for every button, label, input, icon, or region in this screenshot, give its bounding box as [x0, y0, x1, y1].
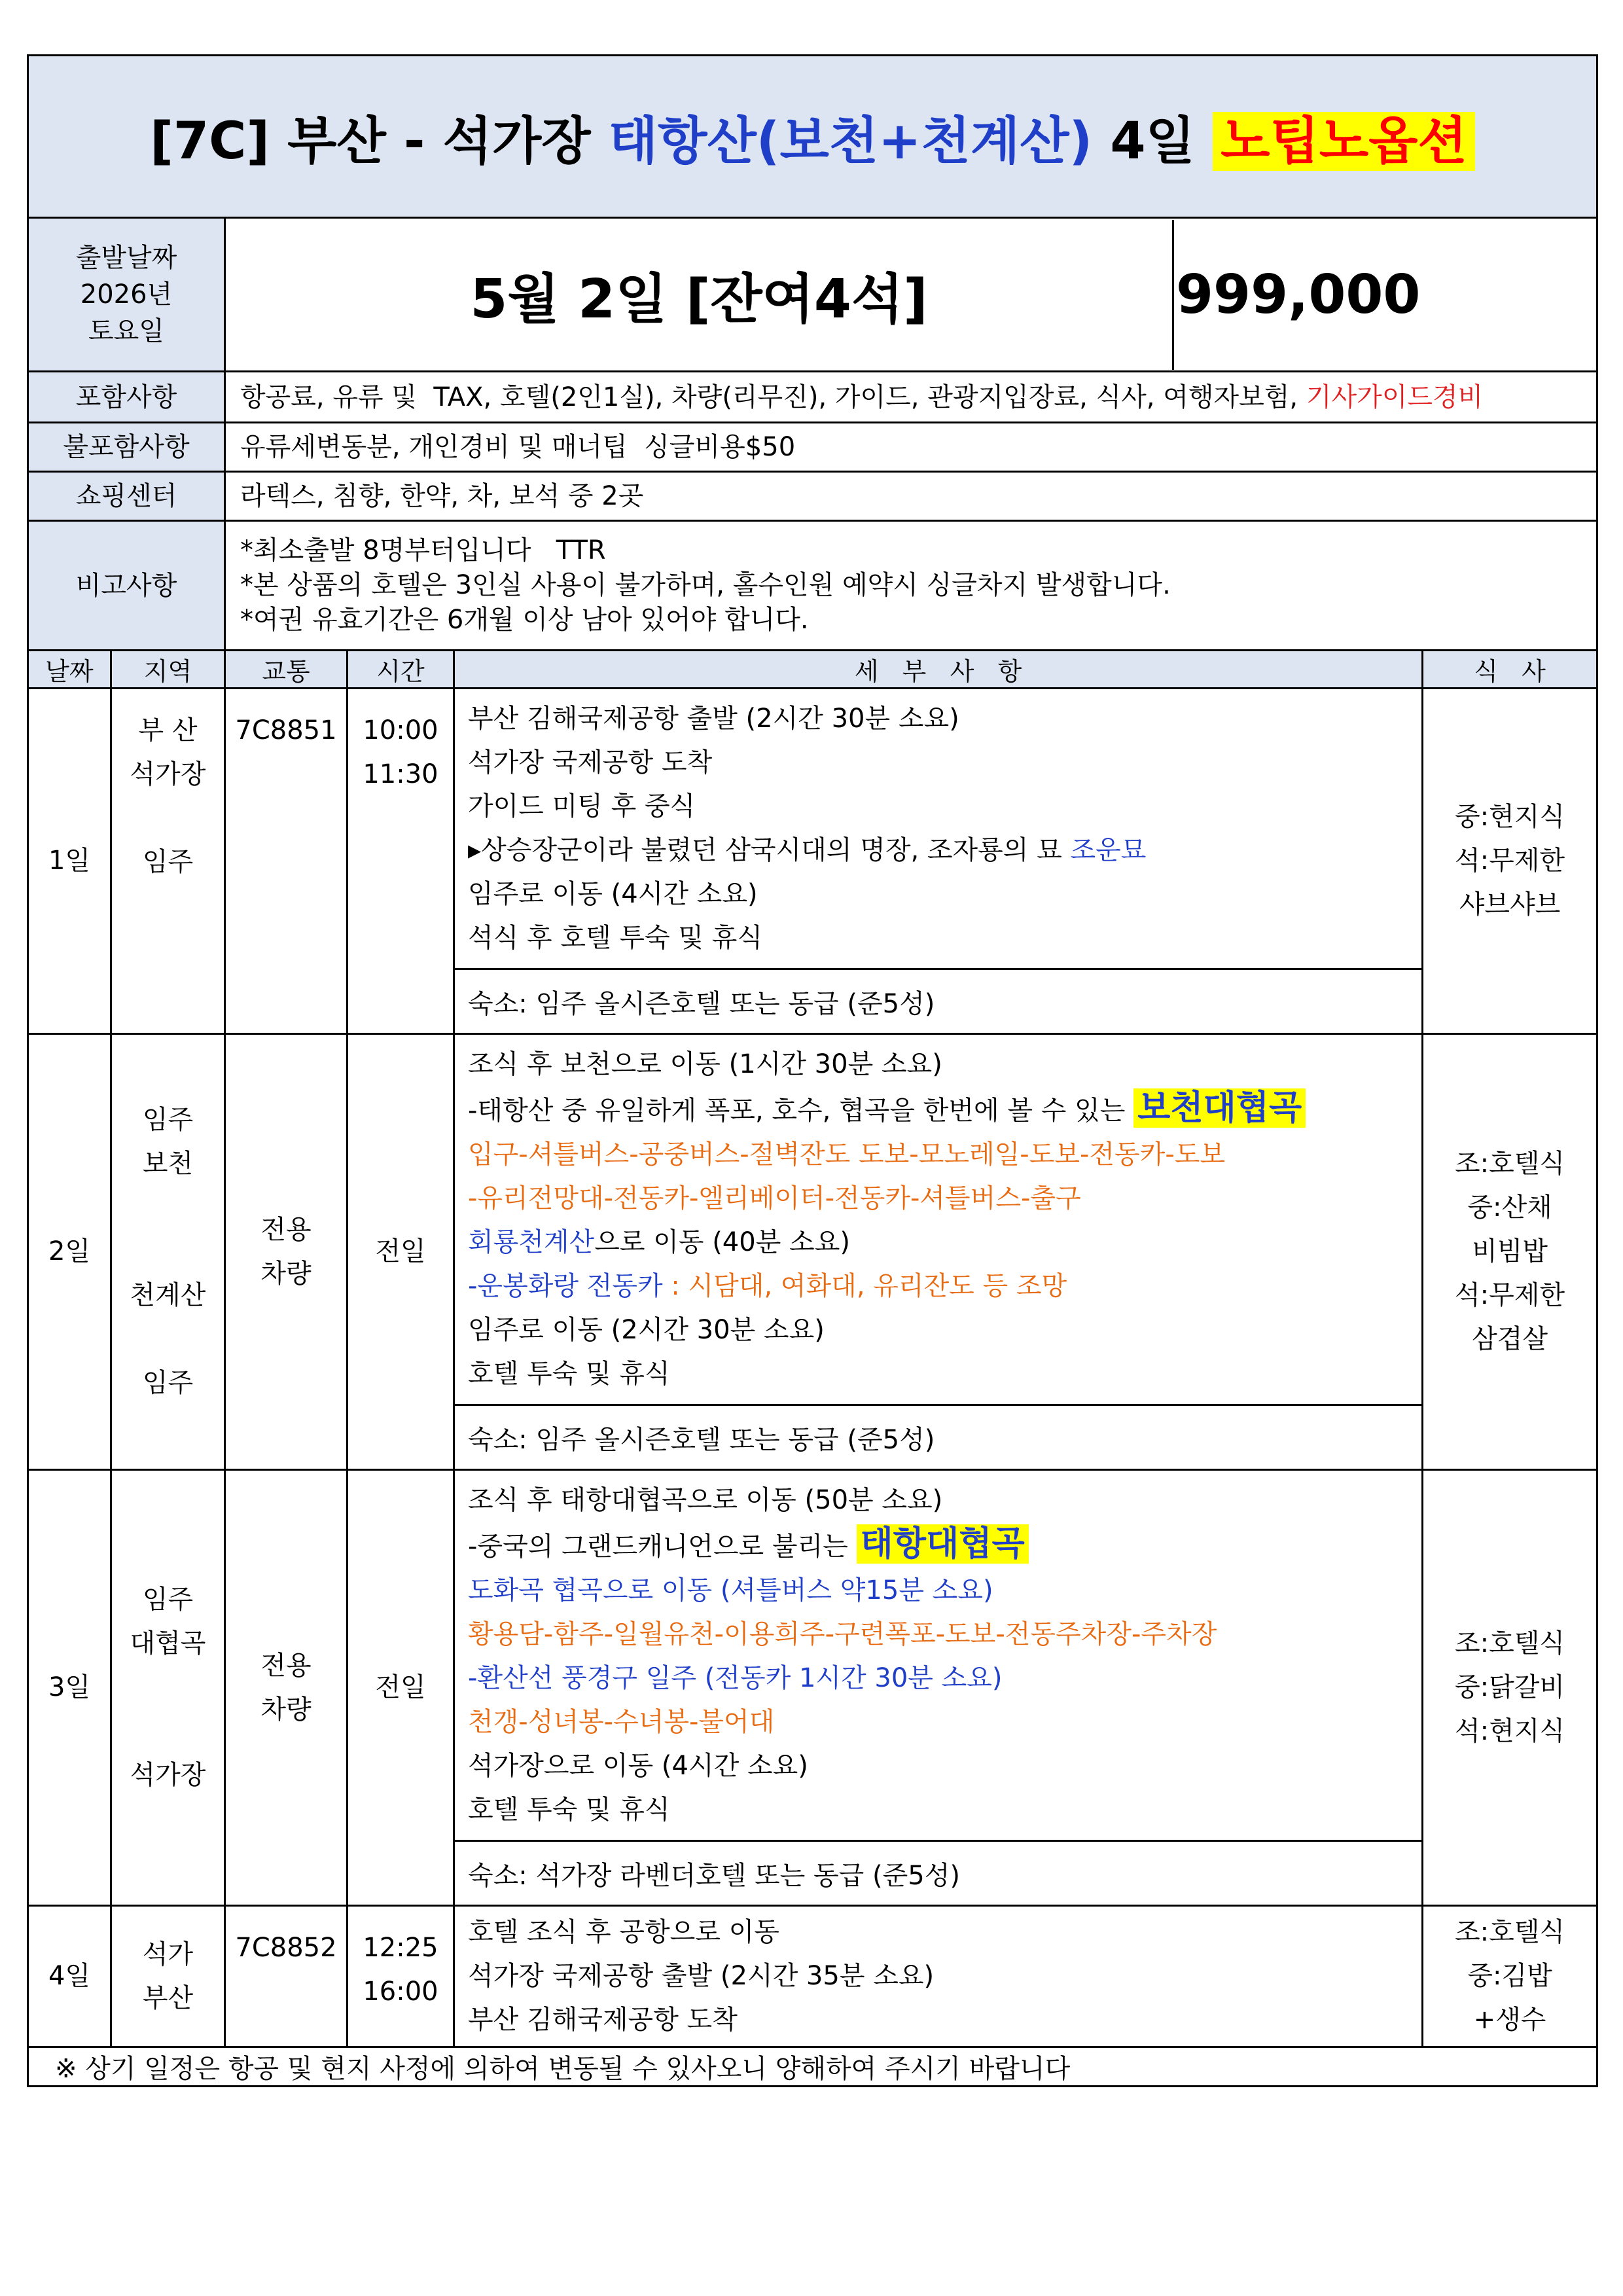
meal-line: 조:호텔식 [1455, 1628, 1565, 1659]
schedule-line: 천갱-성녀봉-수녀봉-불어대 [468, 1707, 775, 1737]
schedule-highlight: -운봉화랑 전동카 [468, 1271, 663, 1301]
day-meals [1423, 1034, 1597, 1470]
meal-line: 조:호텔식 [1455, 1149, 1565, 1179]
meal-line: 삼겹살 [1472, 1324, 1548, 1354]
departure-label-line: 2026년 [80, 279, 173, 310]
schedule-highlight: 태항대협곡 [857, 1524, 1029, 1564]
transport-line: 차량 [260, 1694, 312, 1725]
title-badge: 노팁노옵션 [1213, 112, 1475, 171]
schedule-text: -태항산 중 유일하게 폭포, 호수, 협곡을 한번에 볼 수 있는 [468, 1096, 1134, 1126]
day-label: 3일 [28, 1470, 111, 1906]
remark-line: *최소출발 8명부터입니다 TTR [240, 535, 606, 565]
day-meals [1423, 1906, 1597, 2047]
day-label: 1일 [28, 689, 111, 1034]
schedule-highlight: 보천대협곡 [1133, 1088, 1306, 1128]
price: 999,000 [1176, 263, 1421, 326]
excluded-label: 불포함사항 [28, 423, 225, 472]
time-line: 12:25 [363, 1933, 438, 1963]
day-region [111, 689, 225, 1034]
footer-note: ※ 상기 일정은 항공 및 현지 사정에 의하여 변동될 수 있사오니 양해하여 주시기 바랍니다 [28, 2047, 1597, 2087]
day-transport [225, 1470, 348, 1906]
region-line: 석가장 [130, 759, 206, 789]
schedule-line: 임주로 이동 (2시간 30분 소요) [468, 1315, 825, 1345]
included-text: 항공료, 유류 및 TAX, 호텔(2인1실), 차량(리무진), 가이드, 관광지입장료, 식사, 여행자보험, [240, 382, 1306, 412]
transport-line: 전용 [260, 1650, 312, 1681]
schedule-line: 황용담-함주-일월유천-이용희주-구련폭포-도보-전동주차장-주차장 [468, 1619, 1217, 1649]
day-transport: 7C8852 [225, 1906, 348, 2047]
col-region: 지역 [111, 651, 225, 689]
schedule-line: 석가장 국제공항 도착 [468, 747, 713, 778]
meal-line: 석:무제한 [1455, 1280, 1565, 1310]
schedule-line: 가이드 미팅 후 중식 [468, 791, 696, 821]
region-line: 임주 [142, 1368, 194, 1398]
meal-line: 석:무제한 [1455, 846, 1565, 876]
day-schedule [454, 1470, 1423, 1841]
time-line: 10:00 [363, 715, 438, 745]
included-red-text: 기사가이드경비 [1306, 382, 1484, 412]
transport-line: 차량 [260, 1258, 312, 1289]
schedule-line: 호텔 조식 후 공항으로 이동 [468, 1917, 779, 1947]
schedule-line: 조식 후 태항대협곡으로 이동 (50분 소요) [468, 1485, 943, 1515]
col-day: 날짜 [28, 651, 111, 689]
meal-line: 중:닭갈비 [1455, 1672, 1565, 1702]
meal-line: 석:현지식 [1455, 1716, 1565, 1746]
day-time [348, 689, 454, 1034]
day-transport: 7C8851 [225, 689, 348, 1034]
meal-line: 중:김밥 [1467, 1961, 1552, 1991]
remark-line: *본 상품의 호텔은 3인실 사용이 불가하며, 홀수인원 예약시 싱글차지 발생합니다. [240, 570, 1171, 600]
schedule-text: : 시담대, 여화대, 유리잔도 등 조망 [662, 1271, 1067, 1301]
region-line: 석가 [142, 1939, 194, 1969]
page-title [28, 56, 1597, 218]
col-details: 세 부 사 항 [454, 651, 1423, 689]
day-schedule [454, 689, 1423, 969]
meal-line: 중:산채 [1467, 1193, 1552, 1223]
meal-line: 비빔밥 [1472, 1236, 1548, 1266]
meal-line: 샤브샤브 [1459, 889, 1561, 920]
remarks-label: 비고사항 [28, 521, 225, 651]
schedule-line: 호텔 투숙 및 휴식 [468, 1795, 670, 1825]
included-value [225, 372, 1597, 423]
schedule-line: 석가장 국제공항 출발 (2시간 35분 소요) [468, 1961, 935, 1991]
schedule-line [468, 1086, 1421, 1133]
day-hotel: 숙소: 석가장 라벤더호텔 또는 동급 (준5성) [454, 1841, 1423, 1906]
region-line: 임주 [142, 1105, 194, 1135]
col-meals: 식 사 [1423, 651, 1597, 689]
schedule-line: -유리전망대-전동카-엘리베이터-전동카-셔틀버스-출구 [468, 1183, 1081, 1213]
region-line: 석가장 [130, 1760, 206, 1790]
day-region [111, 1470, 225, 1906]
title-days: 4일 [1092, 111, 1213, 171]
schedule-line [468, 1221, 1421, 1265]
departure-date: 5월 2일 [잔여4석] [226, 220, 1174, 370]
col-transport: 교통 [225, 651, 348, 689]
day-meals [1423, 689, 1597, 1034]
region-line: 천계산 [130, 1280, 206, 1310]
title-destination: 태항산(보천+천계산) [608, 111, 1093, 171]
meal-line: 조:호텔식 [1455, 1917, 1565, 1947]
schedule-line: 호텔 투숙 및 휴식 [468, 1359, 670, 1389]
region-line: 대협곡 [130, 1628, 206, 1659]
schedule-line: 부산 김해국제공항 도착 [468, 2005, 738, 2035]
schedule-highlight: 회룡천계산 [468, 1227, 595, 1257]
schedule-line: 입구-셔틀버스-공중버스-절벽잔도 도보-모노레일-도보-전동카-도보 [468, 1139, 1226, 1170]
schedule-line [468, 1522, 1421, 1569]
schedule-line [468, 1265, 1421, 1308]
day-schedule [454, 1906, 1423, 2047]
day-transport [225, 1034, 348, 1470]
itinerary-table [27, 54, 1598, 2087]
day-meals [1423, 1470, 1597, 1906]
day-region [111, 1906, 225, 2047]
schedule-highlight: 조운묘 [1070, 835, 1147, 865]
transport-line: 전용 [260, 1214, 312, 1245]
meal-line: 중:현지식 [1455, 802, 1565, 832]
departure-label-line: 출발날짜 [75, 243, 177, 273]
schedule-line: 조식 후 보천으로 이동 (1시간 30분 소요) [468, 1049, 942, 1079]
day-time [348, 1906, 454, 2047]
schedule-line: 도화곡 협곡으로 이동 (셔틀버스 약15분 소요) [468, 1575, 993, 1605]
day-label: 2일 [28, 1034, 111, 1470]
schedule-line [468, 829, 1421, 872]
excluded-value: 유류세변동분, 개인경비 및 매너팁 싱글비용$50 [225, 423, 1597, 472]
included-label: 포함사항 [28, 372, 225, 423]
day-hotel: 숙소: 임주 올시즌호텔 또는 동급 (준5성) [454, 969, 1423, 1034]
col-time: 시간 [348, 651, 454, 689]
schedule-line: -환산선 풍경구 일주 (전동카 1시간 30분 소요) [468, 1663, 1003, 1693]
region-line: 보천 [142, 1149, 194, 1179]
schedule-text: 으로 이동 (40분 소요) [594, 1227, 850, 1257]
departure-date-cell [225, 218, 1423, 372]
schedule-line: 임주로 이동 (4시간 소요) [468, 879, 758, 909]
day-time: 전일 [348, 1034, 454, 1470]
time-line: 11:30 [363, 759, 438, 789]
schedule-text: ▸상승장군이라 불렸던 삼국시대의 명장, 조자룡의 묘 [468, 835, 1071, 865]
departure-label-line: 토요일 [88, 316, 164, 346]
day-schedule [454, 1034, 1423, 1405]
day-label: 4일 [28, 1906, 111, 2047]
day-region [111, 1034, 225, 1470]
day-time: 전일 [348, 1470, 454, 1906]
schedule-line: 석식 후 호텔 투숙 및 휴식 [468, 923, 762, 953]
region-line: 임주 [142, 847, 194, 877]
shopping-label: 쇼핑센터 [28, 472, 225, 521]
region-line: 임주 [142, 1585, 194, 1615]
schedule-line: 부산 김해국제공항 출발 (2시간 30분 소요) [468, 704, 959, 734]
day-hotel: 숙소: 임주 올시즌호텔 또는 동급 (준5성) [454, 1405, 1423, 1470]
region-line: 부산 [142, 1982, 194, 2013]
shopping-value: 라텍스, 침향, 한약, 차, 보석 중 2곳 [225, 472, 1597, 521]
title-prefix: [7C] 부산 - 석가장 [150, 111, 609, 171]
meal-line: +생수 [1473, 2005, 1546, 2035]
remarks-value [225, 521, 1597, 651]
schedule-text: -중국의 그랜드캐니언으로 불리는 [468, 1532, 857, 1562]
departure-label [28, 218, 225, 372]
time-line: 16:00 [363, 1977, 438, 2007]
remark-line: *여권 유효기간은 6개월 이상 남아 있어야 합니다. [240, 605, 809, 635]
region-line: 부 산 [138, 715, 198, 745]
schedule-line: 석가장으로 이동 (4시간 소요) [468, 1751, 808, 1781]
